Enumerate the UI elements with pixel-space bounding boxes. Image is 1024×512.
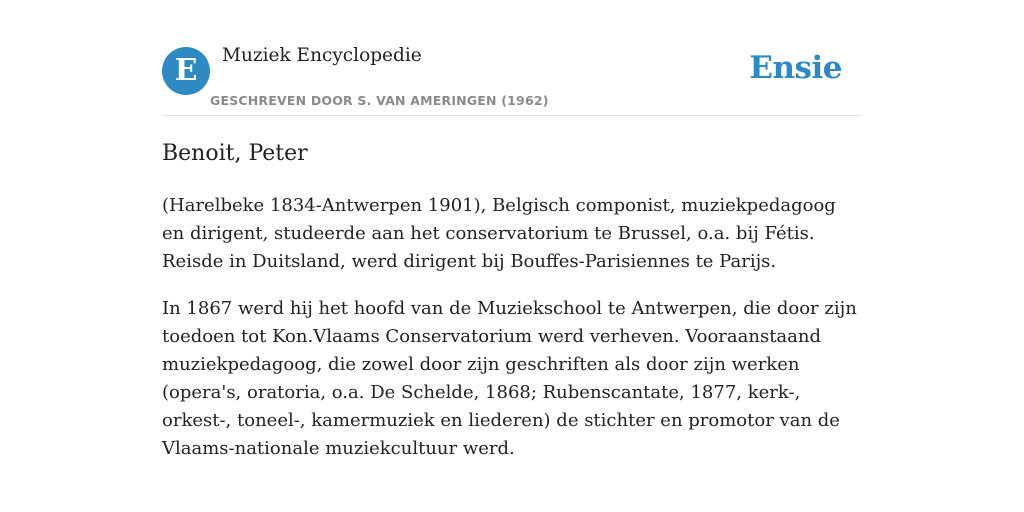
entry-body xyxy=(162,192,862,463)
page-header xyxy=(162,0,862,116)
author-byline: GESCHREVEN DOOR S. VAN AMERINGEN (1962) xyxy=(210,93,549,108)
brand-logo[interactable]: Ensie xyxy=(749,50,842,86)
ensie-logo-badge[interactable]: E xyxy=(162,47,210,95)
publication-title[interactable]: Muziek Encyclopedie xyxy=(222,45,422,66)
entry-title: Benoit, Peter xyxy=(162,141,308,166)
entry-paragraph: (Harelbeke 1834-Antwerpen 1901), Belgisch componist, muziekpedagoog en dirigent, studeerde aan het conservatorium te Brussel, o.a. bij Fétis. Reisde in Duitsland, werd dirigent bij Bouffes-Parisiennes te Parijs. xyxy=(162,195,836,272)
entry-content xyxy=(162,136,862,463)
entry-paragraph: In 1867 werd hij het hoofd van de Muziekschool te Antwerpen, die door zijn toedoen tot Kon.Vlaams Conservatorium werd verheven. Vooraanstaand muziekpedagoog, die zowel door zijn geschriften als door zijn werken (opera's, oratoria, o.a. De Schelde, 1868; Rubenscantate, 1877, kerk-, orkest-, toneel-, kamermuziek en liederen) de stichter en promotor van de Vlaams-nationale muziekcultuur werd. xyxy=(162,298,857,459)
